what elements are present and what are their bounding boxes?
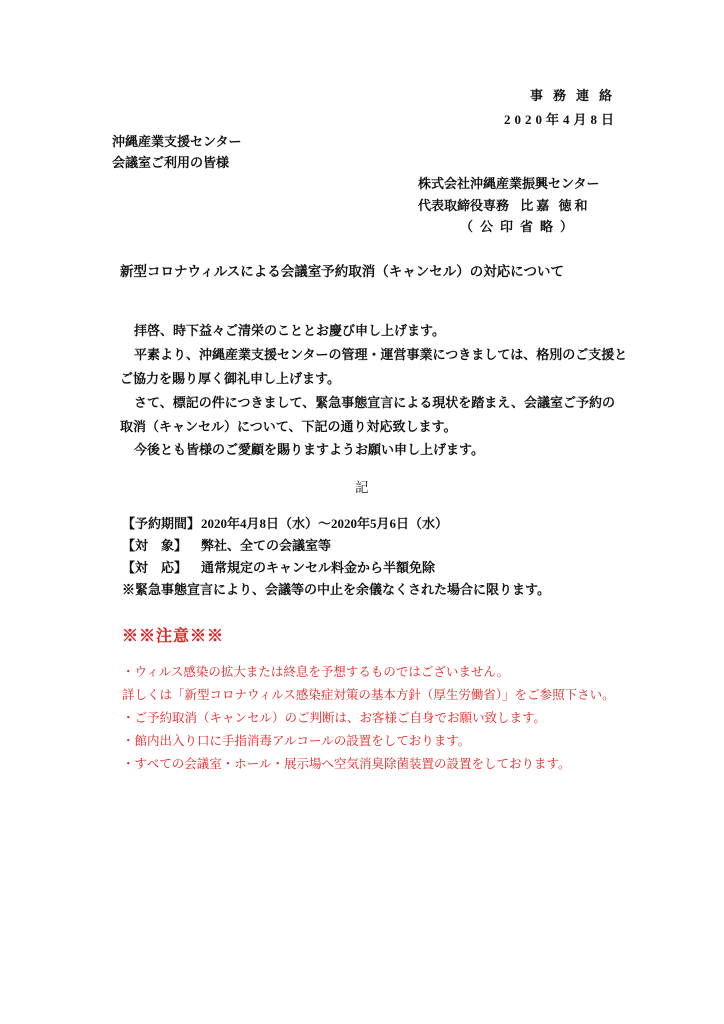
ki-heading: 記	[355, 480, 369, 495]
sender-title-name	[418, 197, 591, 215]
body-greeting: 拝啓、時下益々ご清栄のこととお慶び申し上げます。	[134, 323, 445, 338]
caution-item: 詳しくは「新型コロナウィルス感染症対策の基本方針（厚生労働省）」をご参照下さい。	[122, 688, 615, 702]
letter-subject: 新型コロナウィルスによる会議室予約取消（キャンセル）の対応について	[120, 264, 565, 279]
detail-period-label: 【予約期間】	[122, 516, 201, 531]
detail-target-row	[122, 537, 602, 555]
caution-item: ・ご予約取消（キャンセル）のご判断は、お客様ご自身でお願い致します。	[122, 711, 547, 725]
detail-response-row	[122, 559, 602, 577]
detail-period-value: 2020年4月8日（水）～2020年5月6日（水）	[201, 516, 449, 531]
caution-heading: ※※注意※※	[122, 628, 225, 645]
body-paragraph-2-line-1: 平素より、沖縄産業支援センターの管理・運営事業につきましては、格別のご支援と	[134, 347, 628, 362]
letter-date: 2020年4月8日	[503, 112, 618, 127]
seal-omitted-note: （公印省略）	[460, 219, 581, 234]
body-closing: 今後とも皆様のご愛顧を賜りますようお願い申し上げます。	[134, 442, 484, 457]
caution-item: ・ウィルス感染の拡大または終息を予想するものではございません。	[122, 665, 510, 679]
body-paragraph-3-line-1: さて、標記の件につきまして、緊急事態宣言による現状を踏まえ、会議室ご予約の	[134, 395, 616, 410]
detail-period-row	[122, 515, 602, 533]
body-paragraph-3-line-2: 取消（キャンセル）について、下記の通り対応致します。	[120, 419, 457, 434]
detail-note: ※緊急事態宣言により、会議等の中止を余儀なくされた場合に限ります。	[122, 582, 550, 597]
addressee-users: 会議室ご利用の皆様	[112, 155, 230, 170]
detail-response-value: 通常規定のキャンセル料金から半額免除	[201, 560, 436, 575]
caution-item: ・館内出入り口に手指消毒アルコールの設置をしております。	[122, 734, 471, 748]
caution-item: ・すべての会議室・ホール・展示場へ空気消臭除菌装置の設置をしております。	[122, 757, 571, 771]
doc-type-label: 事務連絡	[529, 88, 622, 103]
addressee-organization: 沖縄産業支援センター	[112, 134, 242, 149]
sender-company: 株式会社沖縄産業振興センター	[418, 176, 600, 191]
body-paragraph-2-line-2: ご協力を賜り厚く御礼申し上げます。	[120, 371, 340, 386]
detail-target-value: 弊社、全ての会議室等	[201, 538, 332, 553]
sender-title: 代表取締役専務	[418, 198, 510, 213]
detail-target-label: 【対 象】	[122, 538, 188, 553]
sender-name: 比嘉 徳和	[520, 198, 591, 213]
detail-response-label: 【対 応】	[122, 560, 188, 575]
